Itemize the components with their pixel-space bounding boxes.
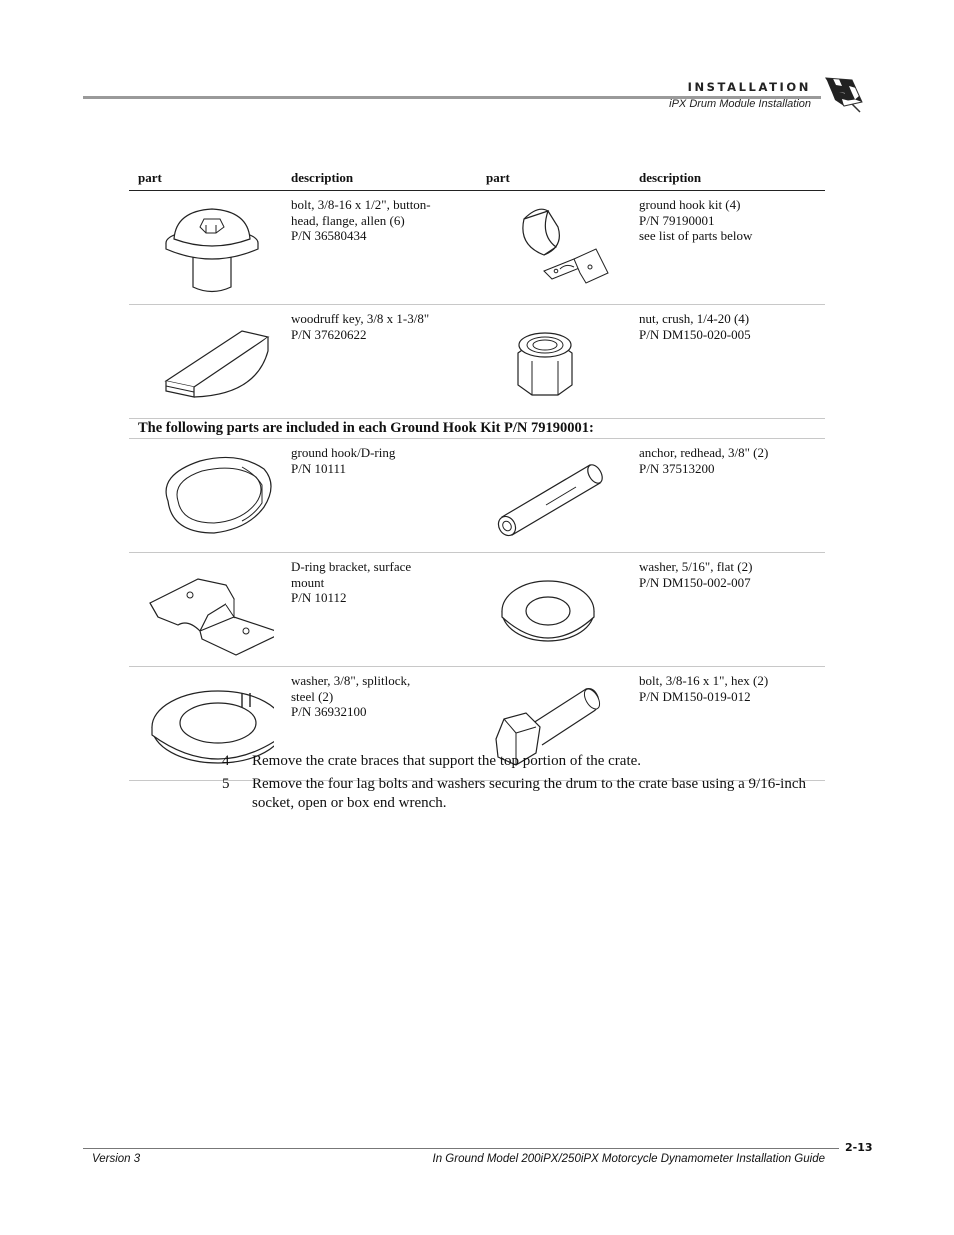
part-number: P/N DM150-020-005 [639,326,751,342]
description-line: head, flange, allen (6) [291,212,405,228]
ground-hook-kit-icon [486,197,622,304]
description-line: nut, crush, 1/4-20 (4) [639,311,750,326]
part-number: P/N 36932100 [291,704,367,719]
description-line: ground hook kit (4) [639,197,741,212]
part-description [630,553,825,667]
kit-heading-row [129,419,825,439]
parts-table [129,166,825,781]
part-number: P/N 10111 [291,460,347,476]
header-section-title: INSTALLATION [687,80,811,94]
instruction-steps [222,752,822,817]
footer-version: Version 3 [92,1153,141,1165]
part-image-cell [129,191,282,305]
button-head-bolt-icon [138,197,274,304]
table-row [129,191,825,305]
column-header-description: description [630,166,825,191]
description-line: D-ring bracket, surface [291,559,412,574]
description-line: anchor, redhead, 3/8" (2) [639,445,769,460]
table-row [129,305,825,419]
part-number: P/N 36580434 [291,228,367,243]
description-line: see list of parts below [639,228,753,243]
description-line: mount [291,574,325,590]
list-item [222,775,822,813]
part-image-cell [477,553,630,667]
part-number: P/N 10112 [291,590,347,605]
part-image-cell [129,439,282,553]
description-line: ground hook/D-ring [291,445,396,460]
table-row [129,553,825,667]
column-header-part: part [477,166,630,191]
header-subtitle: iPX Drum Module Installation [669,98,811,110]
table-row [129,439,825,553]
part-image-cell [477,439,630,553]
anchor-redhead-icon [486,445,622,552]
list-item [222,752,822,771]
part-description [630,439,825,553]
step-text: Remove the crate braces that support the top portion of the crate. [252,753,642,769]
description-line: washer, 5/16", flat (2) [639,559,753,574]
footer-document-title: In Ground Model 200iPX/250iPX Motorcycle Dynamometer Installation Guide [432,1153,825,1165]
part-description [282,305,477,419]
part-description [282,553,477,667]
d-ring-bracket-icon [138,559,274,666]
crush-nut-icon [486,311,622,418]
part-number: P/N DM150-019-012 [639,688,751,704]
d-ring-icon [138,445,274,552]
table-header-row [129,166,825,191]
kit-heading: The following parts are included in each Ground Hook Kit P/N 79190001: [129,419,825,439]
description-line: bolt, 3/8-16 x 1", hex (2) [639,673,769,688]
part-number: P/N 79190001 [639,212,715,228]
footer-rule [83,1148,839,1149]
part-number: P/N 37620622 [291,326,367,342]
step-number: 4 [222,753,230,769]
part-image-cell [129,553,282,667]
part-image-cell [477,191,630,305]
part-image-cell [129,305,282,419]
column-header-part: part [129,166,282,191]
description-line: bolt, 3/8-16 x 1/2", button- [291,197,431,212]
part-number: P/N DM150-002-007 [639,574,751,590]
column-header-description: description [282,166,477,191]
part-description [282,439,477,553]
part-number: P/N 37513200 [639,460,715,476]
description-line: steel (2) [291,688,334,704]
part-image-cell [477,305,630,419]
page-number: 2-13 [845,1141,873,1154]
description-line: woodruff key, 3/8 x 1-3/8" [291,311,430,326]
checkered-flag-icon [822,76,864,114]
step-number: 5 [222,776,230,792]
step-text: Remove the four lag bolts and washers securing the drum to the crate base using a 9/16-inch socket, open or box end wrench. [252,776,807,811]
part-description [630,305,825,419]
woodruff-key-icon [138,311,274,418]
part-description [282,191,477,305]
description-line: washer, 3/8", splitlock, [291,673,411,688]
part-description [630,191,825,305]
flat-washer-icon [486,559,622,666]
